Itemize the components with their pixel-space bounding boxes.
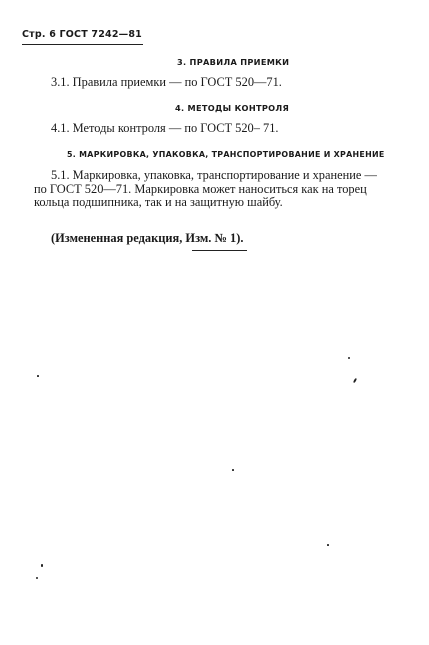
- end-rule: [192, 250, 247, 251]
- section-heading-3: 3. ПРАВИЛА ПРИЕМКИ: [177, 57, 290, 67]
- clause-5-1-line-2: по ГОСТ 520—71. Маркировка может наноситься как на торец: [34, 181, 367, 196]
- scan-speck: [348, 357, 350, 359]
- page-header: Стр. 6 ГОСТ 7242—81: [22, 29, 142, 40]
- scan-speck: [37, 375, 39, 377]
- scan-speck: [232, 469, 234, 471]
- clause-5-1-line-1: 5.1. Маркировка, упаковка, транспортирование и хранение —: [51, 168, 377, 182]
- clause-5-1-line-3: кольца подшипника, так и на защитную шайбу.: [34, 195, 283, 209]
- section-heading-5: 5. МАРКИРОВКА, УПАКОВКА, ТРАНСПОРТИРОВАНИЕ И ХРАНЕНИЕ: [67, 150, 385, 159]
- amendment-note: (Измененная редакция, Изм. № 1).: [51, 231, 244, 245]
- scan-speck: [41, 564, 43, 567]
- scan-speck: [353, 378, 357, 383]
- section-heading-4: 4. МЕТОДЫ КОНТРОЛЯ: [175, 103, 290, 113]
- scan-speck: [36, 577, 38, 579]
- clause-3-1: 3.1. Правила приемки — по ГОСТ 520—71.: [51, 75, 282, 89]
- scan-speck: [327, 544, 329, 546]
- clause-5-1: [34, 168, 381, 210]
- header-rule: [22, 44, 143, 45]
- clause-4-1: 4.1. Методы контроля — по ГОСТ 520– 71.: [51, 121, 279, 135]
